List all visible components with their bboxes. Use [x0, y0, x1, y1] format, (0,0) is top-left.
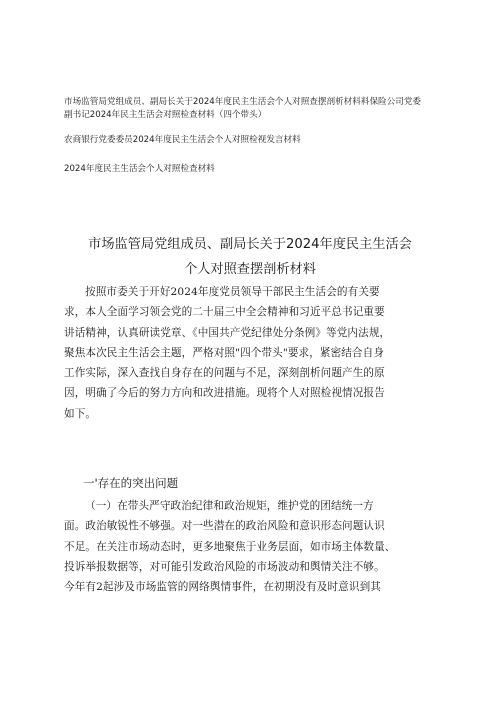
related-documents-list [64, 96, 464, 176]
paragraph-line: 不足。在关注市场动态时，更多地聚焦于业务层面，如市场主体数量、 [64, 540, 396, 553]
paragraph-line: 聚焦本次民主生活会主题，严格对照"四个带头"要求，紧密结合自身 [64, 346, 385, 359]
paragraph-line: 今年有2起涉及市场监管的网络舆情事件，在初期没有及时意识到其 [64, 581, 381, 594]
document-title-line-1: 市场监管局党组成员、副局长关于2024年度民主生活会 [88, 237, 412, 252]
document-title-line-2: 个人对照查摆剖析材料 [184, 262, 316, 277]
paragraph-line: 如下。 [64, 407, 97, 420]
related-document-link[interactable]: 2024年度民主生活会个人对照检查材料 [64, 164, 215, 174]
paragraph-line: 按照市委关于开好2024年度党员领导干部民主生活会的有关要 [85, 286, 380, 298]
related-document-link[interactable]: 农商银行党委委员2024年度民主生活会个人对照检视发言材料 [64, 135, 301, 145]
section-paragraph [64, 496, 440, 597]
paragraph-line: 因，明确了今后的努力方向和改进措施。现将个人对照检视情况报告 [64, 387, 385, 400]
paragraph-line: 工作实际，深入查找自身存在的问题与不足，深刻剖析问题产生的原 [64, 367, 385, 380]
paragraph-line: 投诉举报数据等，对可能引发政治风险的市场波动和舆情关注不够。 [64, 560, 385, 573]
paragraph-line: 面。政治敏锐性不够强。对一些潜在的政治风险和意识形态问题认识 [64, 520, 385, 533]
paragraph-line: 讲话精神，认真研读党章、《中国共产党纪律处分条例》等党内法规， [64, 326, 391, 339]
related-document-link[interactable]: 市场监管局党组成员、副局长关于2024年度民主生活会个人对照查摆剖析材料料保险公司党委 [64, 97, 422, 107]
paragraph-line: 求，本人全面学习领会党的二十届三中全会精神和习近平总书记重要 [64, 306, 385, 319]
intro-paragraph [64, 282, 440, 424]
related-document-link-continued[interactable]: 副书记2024年民主生活会对照检查材料（四个带头） [64, 110, 267, 120]
paragraph-line: （一）在带头严守政治纪律和政治规矩，维护党的团结统一方 [85, 500, 374, 512]
section-heading: 一'存在的突出问题 [83, 476, 179, 490]
